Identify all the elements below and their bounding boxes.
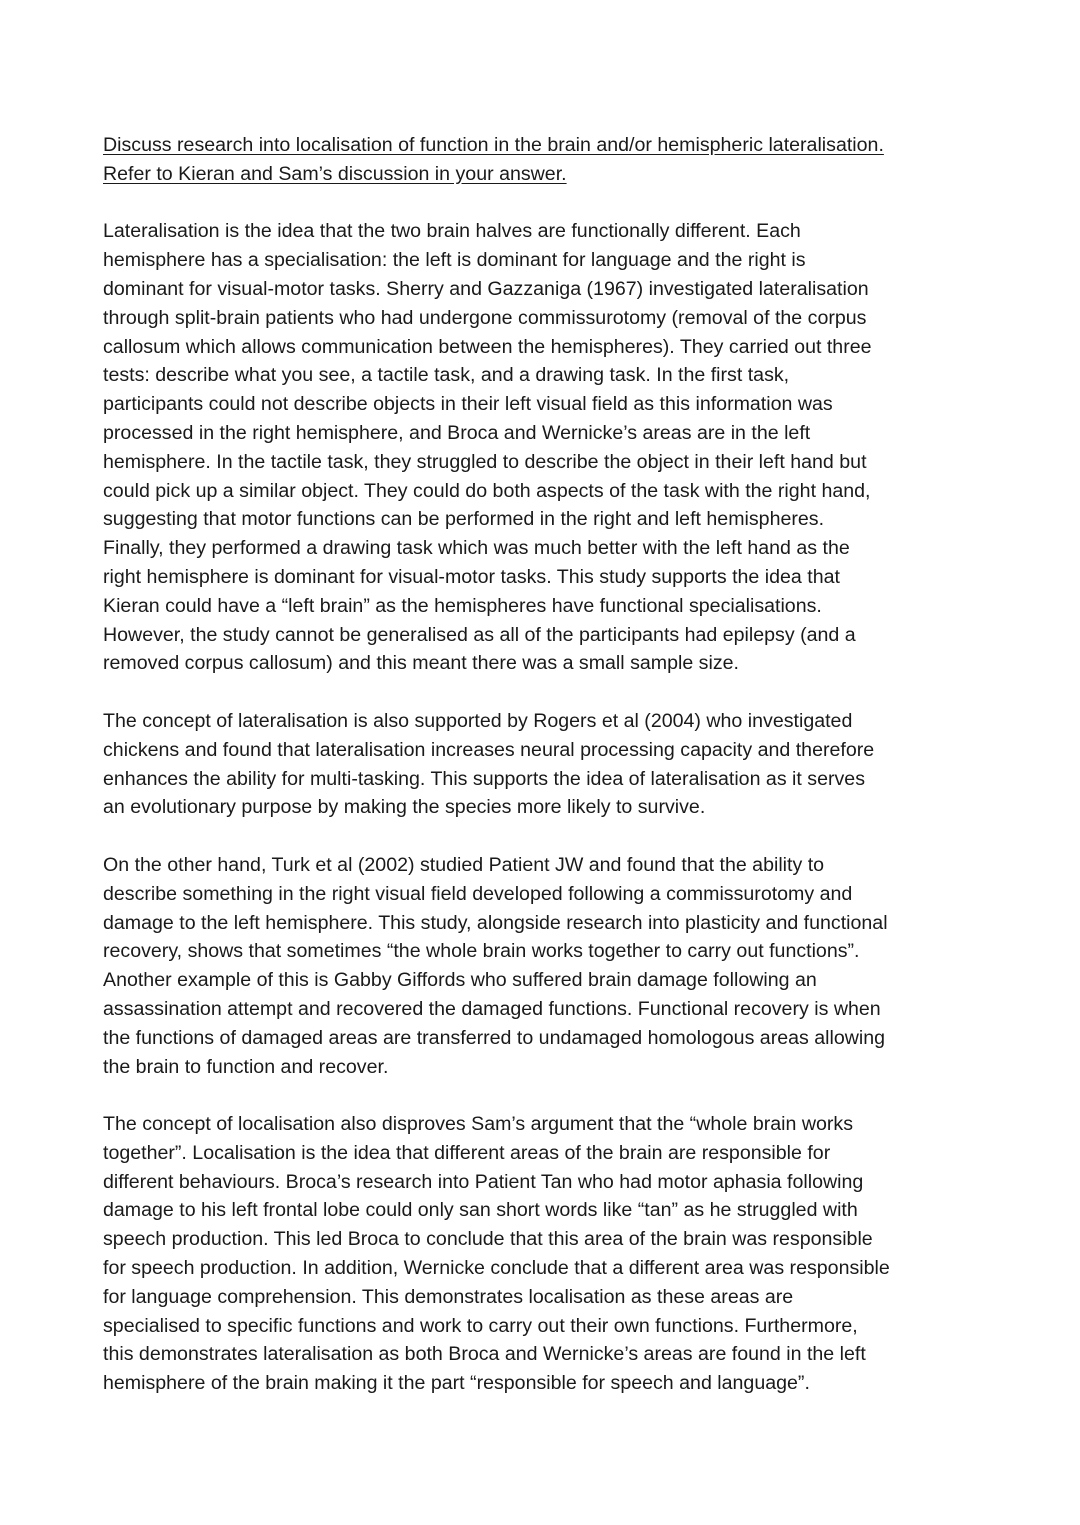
essay-question-heading [103, 131, 988, 189]
paragraph-line: chickens and found that lateralisation increases neural processing capacity and therefore [103, 738, 875, 761]
heading-line: Refer to Kieran and Sam’s discussion in your answer. [103, 162, 567, 185]
heading-line: Discuss research into localisation of function in the brain and/or hemispheric lateralisation. [103, 134, 884, 156]
paragraph-line: this demonstrates lateralisation as both Broca and Wernicke’s areas are found in the left [103, 1343, 866, 1366]
paragraph-line: participants could not describe objects in their left visual field as this information was [103, 393, 833, 416]
paragraph-line: The concept of localisation also disproves Sam’s argument that the “whole brain works [103, 1113, 854, 1136]
paragraph-line: right hemisphere is dominant for visual-motor tasks. This study supports the idea that [103, 565, 840, 588]
paragraph-line: Another example of this is Gabby Giffords who suffered brain damage following an [103, 969, 817, 992]
paragraph-line: suggesting that motor functions can be performed in the right and left hemispheres. [103, 508, 825, 531]
paragraph-line: the functions of damaged areas are transferred to undamaged homologous areas allowing [103, 1026, 886, 1049]
paragraph-line: removed corpus callosum) and this meant there was a small sample size. [103, 652, 739, 675]
paragraph-line: hemisphere has a specialisation: the left is dominant for language and the right is [103, 249, 806, 272]
paragraph-line: for language comprehension. This demonstrates localisation as these areas are [103, 1285, 794, 1308]
document-page [103, 131, 988, 1398]
paragraph-line: specialised to specific functions and work to carry out their own functions. Furthermore, [103, 1314, 858, 1337]
paragraph-line: Finally, they performed a drawing task which was much better with the left hand as the [103, 537, 850, 560]
paragraph-lateralisation [103, 217, 988, 678]
paragraph-line: speech production. This led Broca to conclude that this area of the brain was responsible [103, 1228, 873, 1251]
paragraph-line: the brain to function and recover. [103, 1055, 389, 1078]
paragraph-line: through split-brain patients who had undergone commissurotomy (removal of the corpus [103, 306, 867, 329]
paragraph-line: dominant for visual-motor tasks. Sherry and Gazzaniga (1967) investigated lateralisation [103, 277, 869, 300]
paragraph-line: together”. Localisation is the idea that different areas of the brain are responsible for [103, 1141, 831, 1164]
paragraph-line: On the other hand, Turk et al (2002) studied Patient JW and found that the ability to [103, 853, 825, 876]
paragraph-line: The concept of lateralisation is also supported by Rogers et al (2004) who investigated [103, 709, 853, 732]
paragraph-line: damage to the left hemisphere. This study, alongside research into plasticity and functional [103, 911, 888, 934]
paragraph-localisation [103, 1110, 988, 1398]
paragraph-line: for speech production. In addition, Wernicke conclude that a different area was responsible [103, 1257, 890, 1280]
paragraph-line: hemisphere of the brain making it the part “responsible for speech and language”. [103, 1372, 810, 1395]
paragraph-line: enhances the ability for multi-tasking. This supports the idea of lateralisation as it serves [103, 767, 866, 790]
paragraph-line: However, the study cannot be generalised as all of the participants had epilepsy (and a [103, 623, 856, 646]
paragraph-line: describe something in the right visual field developed following a commissurotomy and [103, 882, 853, 905]
paragraph-line: recovery, shows that sometimes “the whole brain works together to carry out functions”. [103, 940, 860, 963]
paragraph-line: tests: describe what you see, a tactile task, and a drawing task. In the first task, [103, 364, 790, 387]
paragraph-line: different behaviours. Broca’s research into Patient Tan who had motor aphasia following [103, 1170, 864, 1193]
paragraph-line: damage to his left frontal lobe could only san short words like “tan” as he struggled with [103, 1199, 858, 1222]
paragraph-line: callosum which allows communication between the hemispheres). They carried out three [103, 335, 872, 358]
paragraph-line: hemisphere. In the tactile task, they struggled to describe the object in their left hand but [103, 450, 867, 473]
paragraph-line: Kieran could have a “left brain” as the hemispheres have functional specialisations. [103, 594, 822, 617]
paragraph-line: Lateralisation is the idea that the two brain halves are functionally different. Each [103, 220, 801, 243]
paragraph-line: processed in the right hemisphere, and Broca and Wernicke’s areas are in the left [103, 421, 811, 444]
paragraph-line: assassination attempt and recovered the damaged functions. Functional recovery is when [103, 997, 881, 1020]
paragraph-turk [103, 851, 988, 1081]
paragraph-rogers [103, 707, 988, 822]
paragraph-line: an evolutionary purpose by making the species more likely to survive. [103, 796, 706, 819]
paragraph-line: could pick up a similar object. They could do both aspects of the task with the right hand, [103, 479, 871, 502]
